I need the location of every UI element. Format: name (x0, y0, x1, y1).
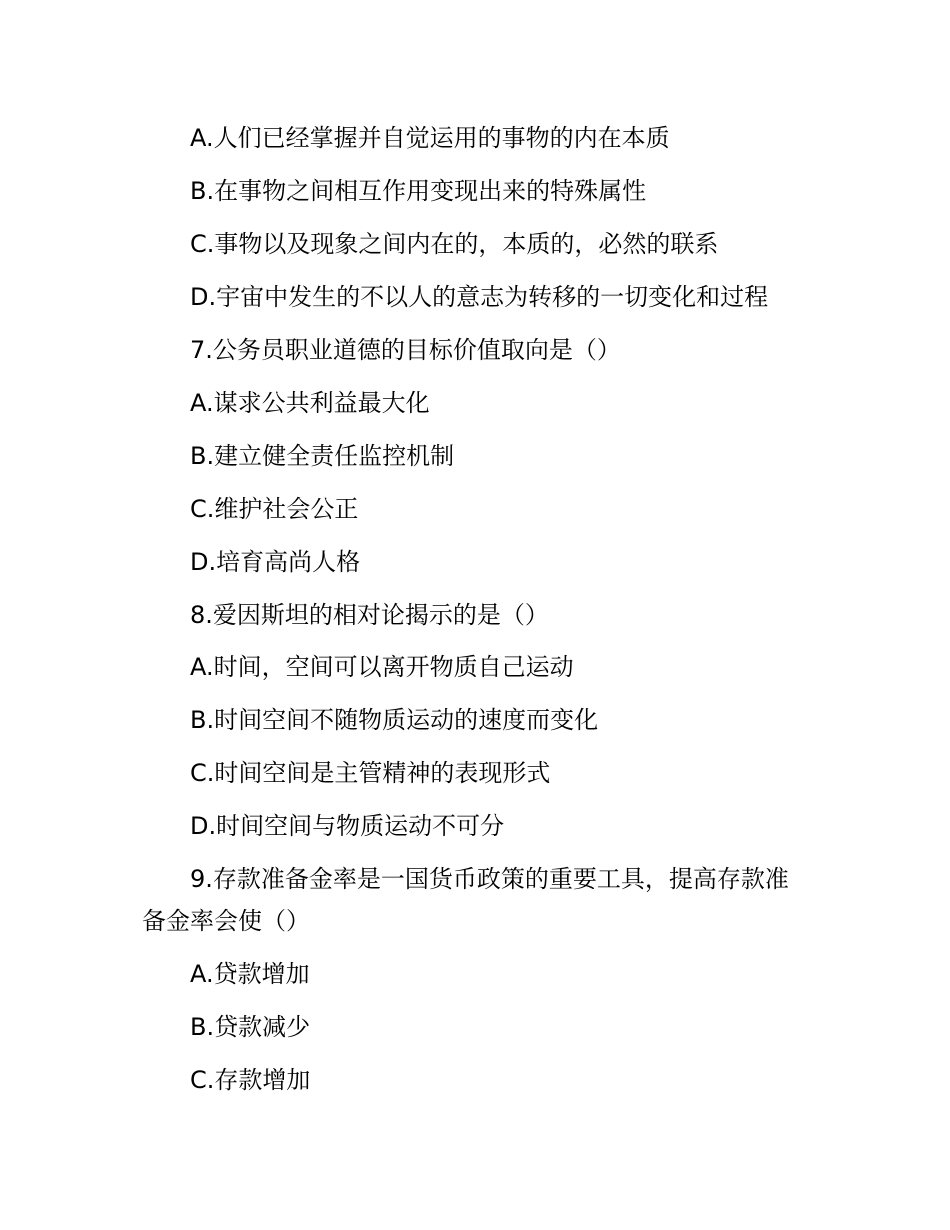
q7-option-a-line: A.谋求公共利益最大化 (190, 389, 430, 417)
q8-option-a-line: A.时间，空间可以离开物质自己运动 (190, 653, 574, 681)
q7-option-d-line: D.培育高尚人格 (190, 548, 361, 576)
q8-option-d-line: D.时间空间与物质运动不可分 (190, 812, 505, 840)
q9-option-b-line: B.贷款减少 (190, 1013, 311, 1041)
option-c-line: C.事物以及现象之间内在的，本质的，必然的联系 (190, 230, 719, 258)
q8-option-c-line: C.时间空间是主管精神的表现形式 (190, 759, 551, 787)
question-7-line: 7.公务员职业道德的目标价值取向是（） (190, 336, 621, 364)
q8-option-b-line: B.时间空间不随物质运动的速度而变化 (190, 706, 599, 734)
q7-option-b-line: B.建立健全责任监控机制 (190, 442, 455, 470)
option-b-line: B.在事物之间相互作用变现出来的特殊属性 (190, 177, 647, 205)
q9-option-c-line: C.存款增加 (190, 1066, 311, 1094)
question-9-continuation-line: 备金率会使（） (142, 907, 310, 935)
q9-option-a-line: A.贷款增加 (190, 960, 310, 988)
option-d-line: D.宇宙中发生的不以人的意志为转移的一切变化和过程 (190, 283, 769, 311)
question-8-line: 8.爱因斯坦的相对论揭示的是（） (190, 601, 549, 629)
q7-option-c-line: C.维护社会公正 (190, 495, 359, 523)
option-a-line: A.人们已经掌握并自觉运用的事物的内在本质 (190, 124, 670, 152)
question-9-line: 9.存款准备金率是一国货币政策的重要工具，提高存款准 (190, 865, 789, 893)
